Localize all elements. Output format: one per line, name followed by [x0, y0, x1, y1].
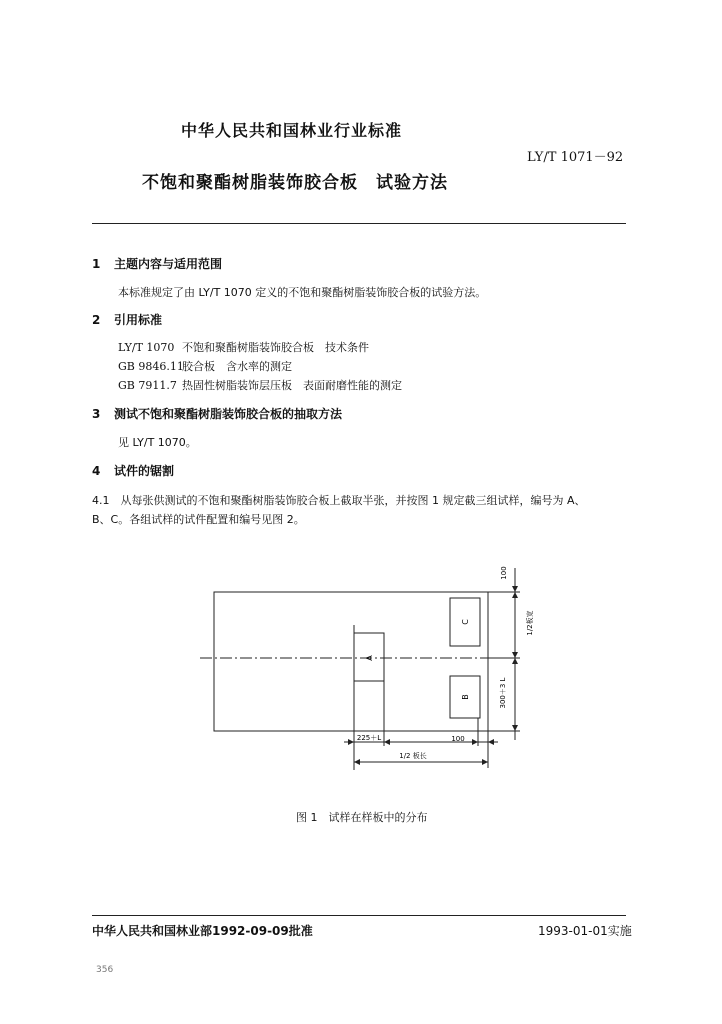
section-4-title: 试件的锯割	[114, 464, 175, 478]
reference-name: 热固性树脂装饰层压板 表面耐磨性能的测定	[182, 379, 402, 392]
dimension-half-width: 1/2板宽	[526, 610, 534, 636]
section-4-number: 4	[92, 464, 101, 478]
paragraph-4-1-line-1: 4.1 从每张供测试的不饱和聚酯树脂装饰胶合板上截取半张，并按图 1 规定截三组试样，编号为 A、	[92, 494, 586, 507]
reference-name: 不饱和聚酯树脂装饰胶合板 技术条件	[182, 341, 369, 354]
dimension-half-length: 1/2 板长	[399, 752, 427, 760]
dimension-top-100: 100	[500, 566, 508, 580]
footer-divider	[92, 915, 626, 916]
sample-board-outline	[214, 592, 488, 731]
page-number: 356	[96, 965, 114, 975]
label-c: C	[461, 619, 470, 625]
section-1-title: 主题内容与适用范围	[114, 257, 223, 271]
section-1-text: 本标准规定了由 LY/T 1070 定义的不饱和聚酯树脂装饰胶合板的试验方法。	[118, 286, 487, 299]
paragraph-4-1-line-2: B、C。各组试样的试件配置和编号见图 2。	[92, 513, 305, 526]
reference-code: LY/T 1070	[118, 341, 175, 354]
implementation-date: 1993-01-01实施	[538, 924, 632, 938]
section-2-number: 2	[92, 313, 101, 327]
dimension-225-l: 225＋L	[356, 734, 382, 742]
label-b: B	[461, 694, 470, 700]
section-1-number: 1	[92, 257, 101, 271]
section-2-title: 引用标准	[114, 313, 163, 327]
reference-code: GB 9846.11	[118, 360, 184, 373]
section-3-text: 见 LY/T 1070。	[118, 436, 197, 449]
reference-code: GB 7911.7	[118, 379, 177, 392]
standard-title: 中华人民共和国林业行业标准	[181, 121, 403, 140]
figure-caption: 图 1 试样在样板中的分布	[296, 811, 428, 824]
standard-code: LY/T 1071－92	[527, 150, 624, 165]
section-3-title: 测试不饱和聚酯树脂装饰胶合板的抽取方法	[114, 407, 343, 421]
label-a: A	[365, 655, 374, 661]
reference-name: 胶合板 含水率的测定	[182, 360, 292, 373]
approval-info: 中华人民共和国林业部1992-09-09批准	[92, 924, 313, 938]
dimension-300-3l: 300＋3 L	[499, 677, 507, 709]
section-3-number: 3	[92, 407, 101, 421]
document-title: 不饱和聚酯树脂装饰胶合板 试验方法	[142, 173, 448, 193]
dimension-100: 100	[451, 735, 465, 743]
